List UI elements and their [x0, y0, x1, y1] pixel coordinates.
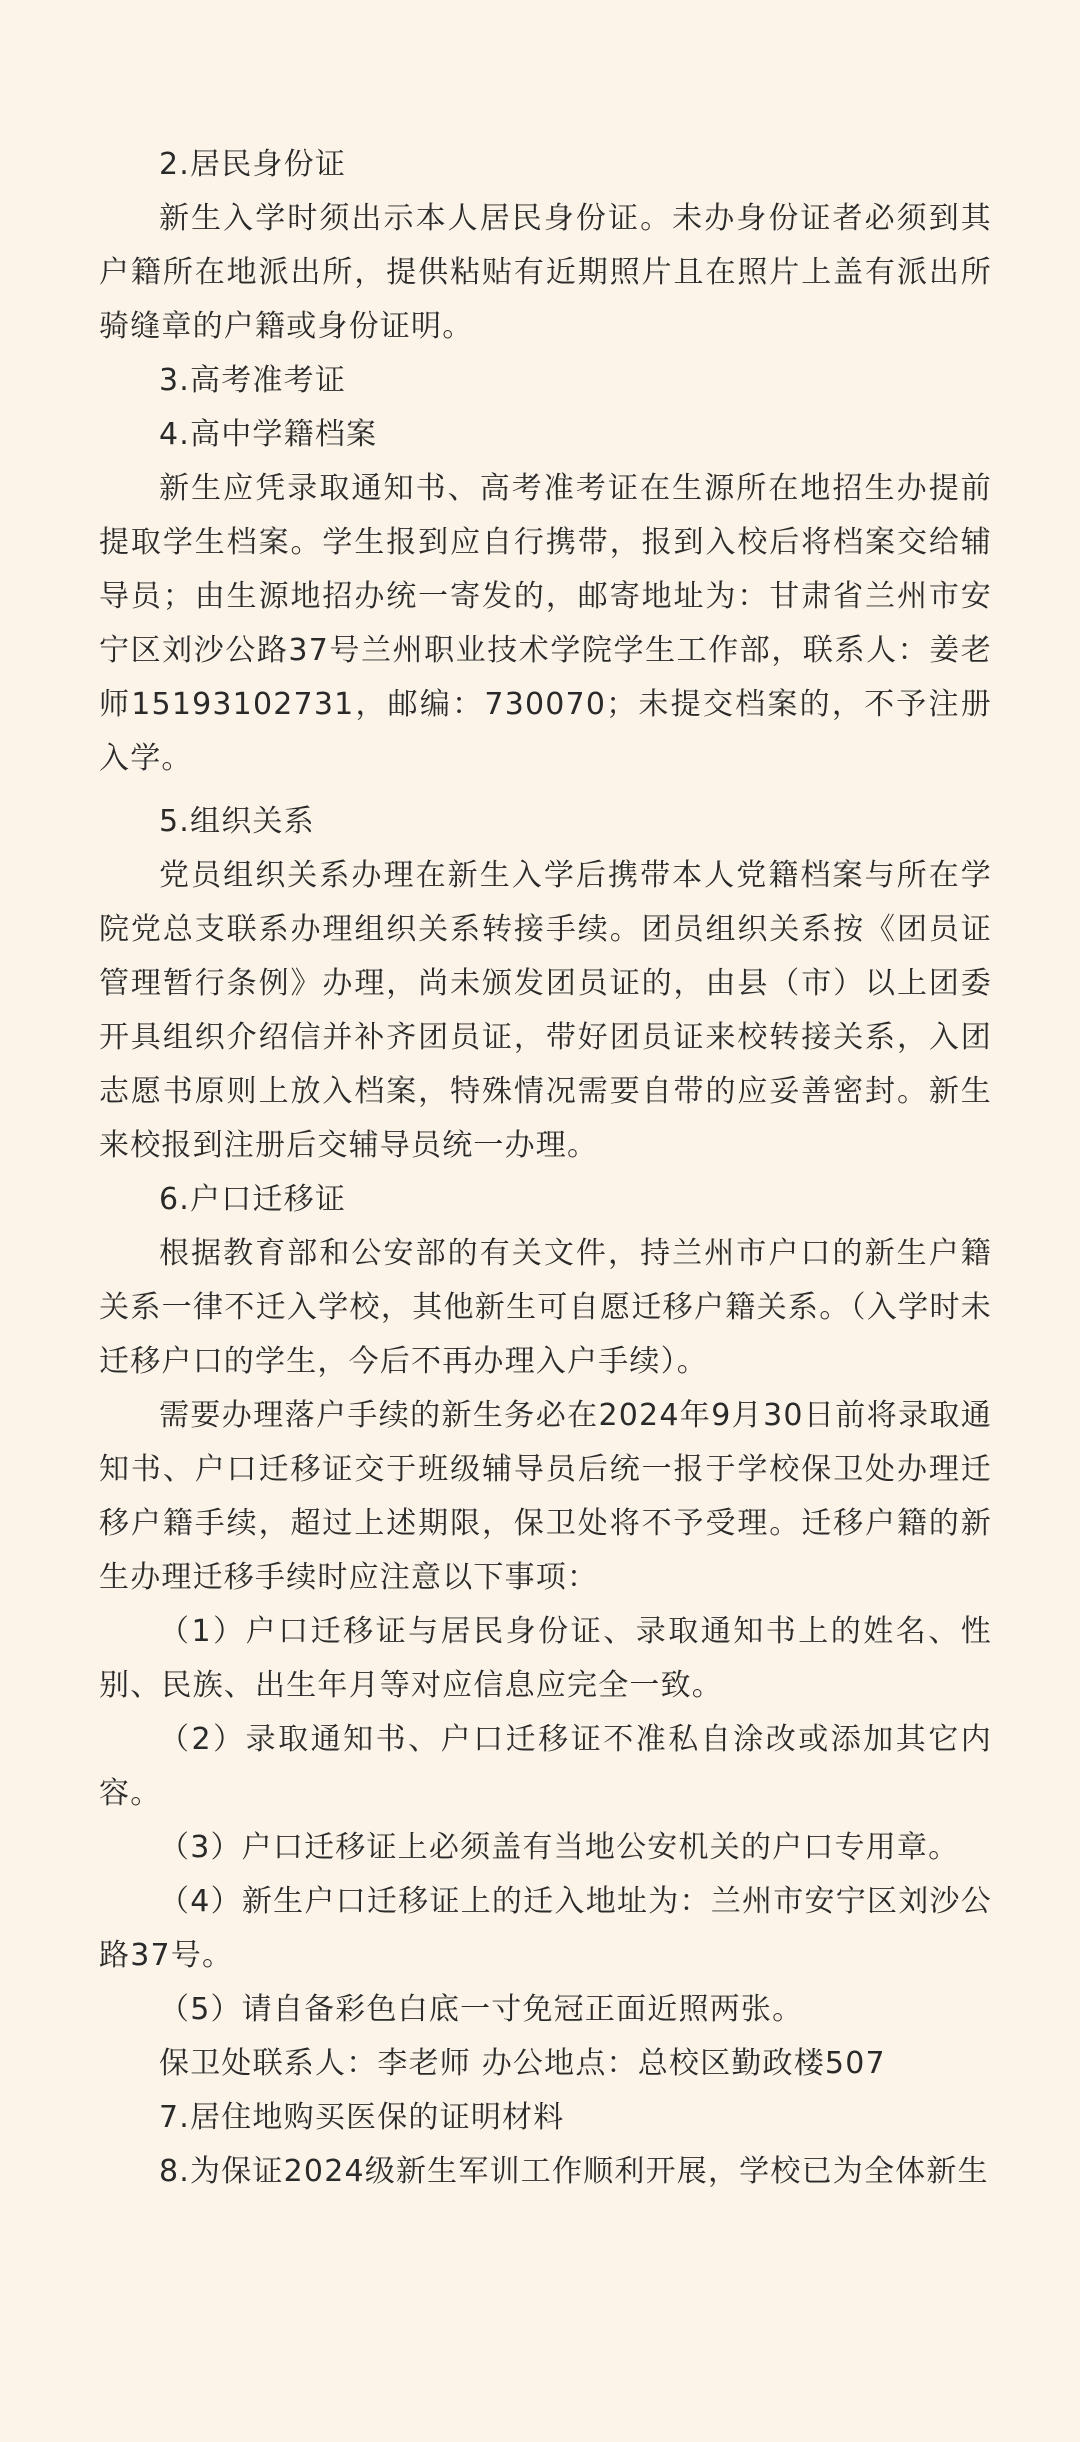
security-contact: 保卫处联系人：李老师 办公地点：总校区勤政楼507: [159, 2046, 886, 2081]
list-item-household-5: （5）请自备彩色白底一寸免冠正面近照两张。: [159, 1992, 804, 2027]
list-item-household-4: （4）新生户口迁移证上的迁入地址为：兰州市安宁区刘沙公路37号。: [99, 1884, 992, 1973]
section-heading-school-records: 4.高中学籍档案: [159, 417, 378, 452]
list-item-household-2: （2）录取通知书、户口迁移证不准私自涂改或添加其它内容。: [99, 1722, 992, 1811]
section-heading-id-card: 2.居民身份证: [159, 147, 347, 182]
section-heading-exam-ticket: 3.高考准考证: [159, 363, 347, 398]
paragraph-organization: 党员组织关系办理在新生入学后携带本人党籍档案与所在学院党总支联系办理组织关系转接手续。团员组织关系按《团员证管理暂行条例》办理，尚未颁发团员证的，由县（市）以上团委开具组织介绍信并补齐团员证，带好团员证来校转接关系，入团志愿书原则上放入档案，特殊情况需要自带的应妥善密封。新生来校报到注册后交辅导员统一办理。: [99, 858, 992, 1163]
section-heading-household: 6.户口迁移证: [159, 1182, 347, 1217]
paragraph-household-deadline: 需要办理落户手续的新生务必在2024年9月30日前将录取通知书、户口迁移证交于班级辅导员后统一报于学校保卫处办理迁移户籍手续，超过上述期限，保卫处将不予受理。迁移户籍的新生办理迁移手续时应注意以下事项：: [99, 1398, 992, 1595]
section-heading-medical-insurance: 7.居住地购买医保的证明材料: [159, 2100, 565, 2135]
document-body: [99, 138, 992, 2199]
paragraph-school-records: 新生应凭录取通知书、高考准考证在生源所在地招生办提前提取学生档案。学生报到应自行携带，报到入校后将档案交给辅导员；由生源地招办统一寄发的，邮寄地址为：甘肃省兰州市安宁区刘沙公路37号兰州职业技术学院学生工作部，联系人：姜老师15193102731，邮编：730070；未提交档案的，不予注册入学。: [99, 471, 992, 776]
paragraph-id-card: 新生入学时须出示本人居民身份证。未办身份证者必须到其户籍所在地派出所，提供粘贴有近期照片且在照片上盖有派出所骑缝章的户籍或身份证明。: [99, 201, 992, 344]
list-item-household-1: （1）户口迁移证与居民身份证、录取通知书上的姓名、性别、民族、出生年月等对应信息应完全一致。: [99, 1614, 992, 1703]
section-heading-military-training: 8.为保证2024级新生军训工作顺利开展，学校已为全体新生: [159, 2154, 989, 2189]
list-item-household-3: （3）户口迁移证上必须盖有当地公安机关的户口专用章。: [159, 1830, 960, 1865]
paragraph-household-policy: 根据教育部和公安部的有关文件，持兰州市户口的新生户籍关系一律不迁入学校，其他新生可自愿迁移户籍关系。（入学时未迁移户口的学生，今后不再办理入户手续）。: [99, 1236, 992, 1379]
section-heading-organization: 5.组织关系: [159, 804, 315, 839]
